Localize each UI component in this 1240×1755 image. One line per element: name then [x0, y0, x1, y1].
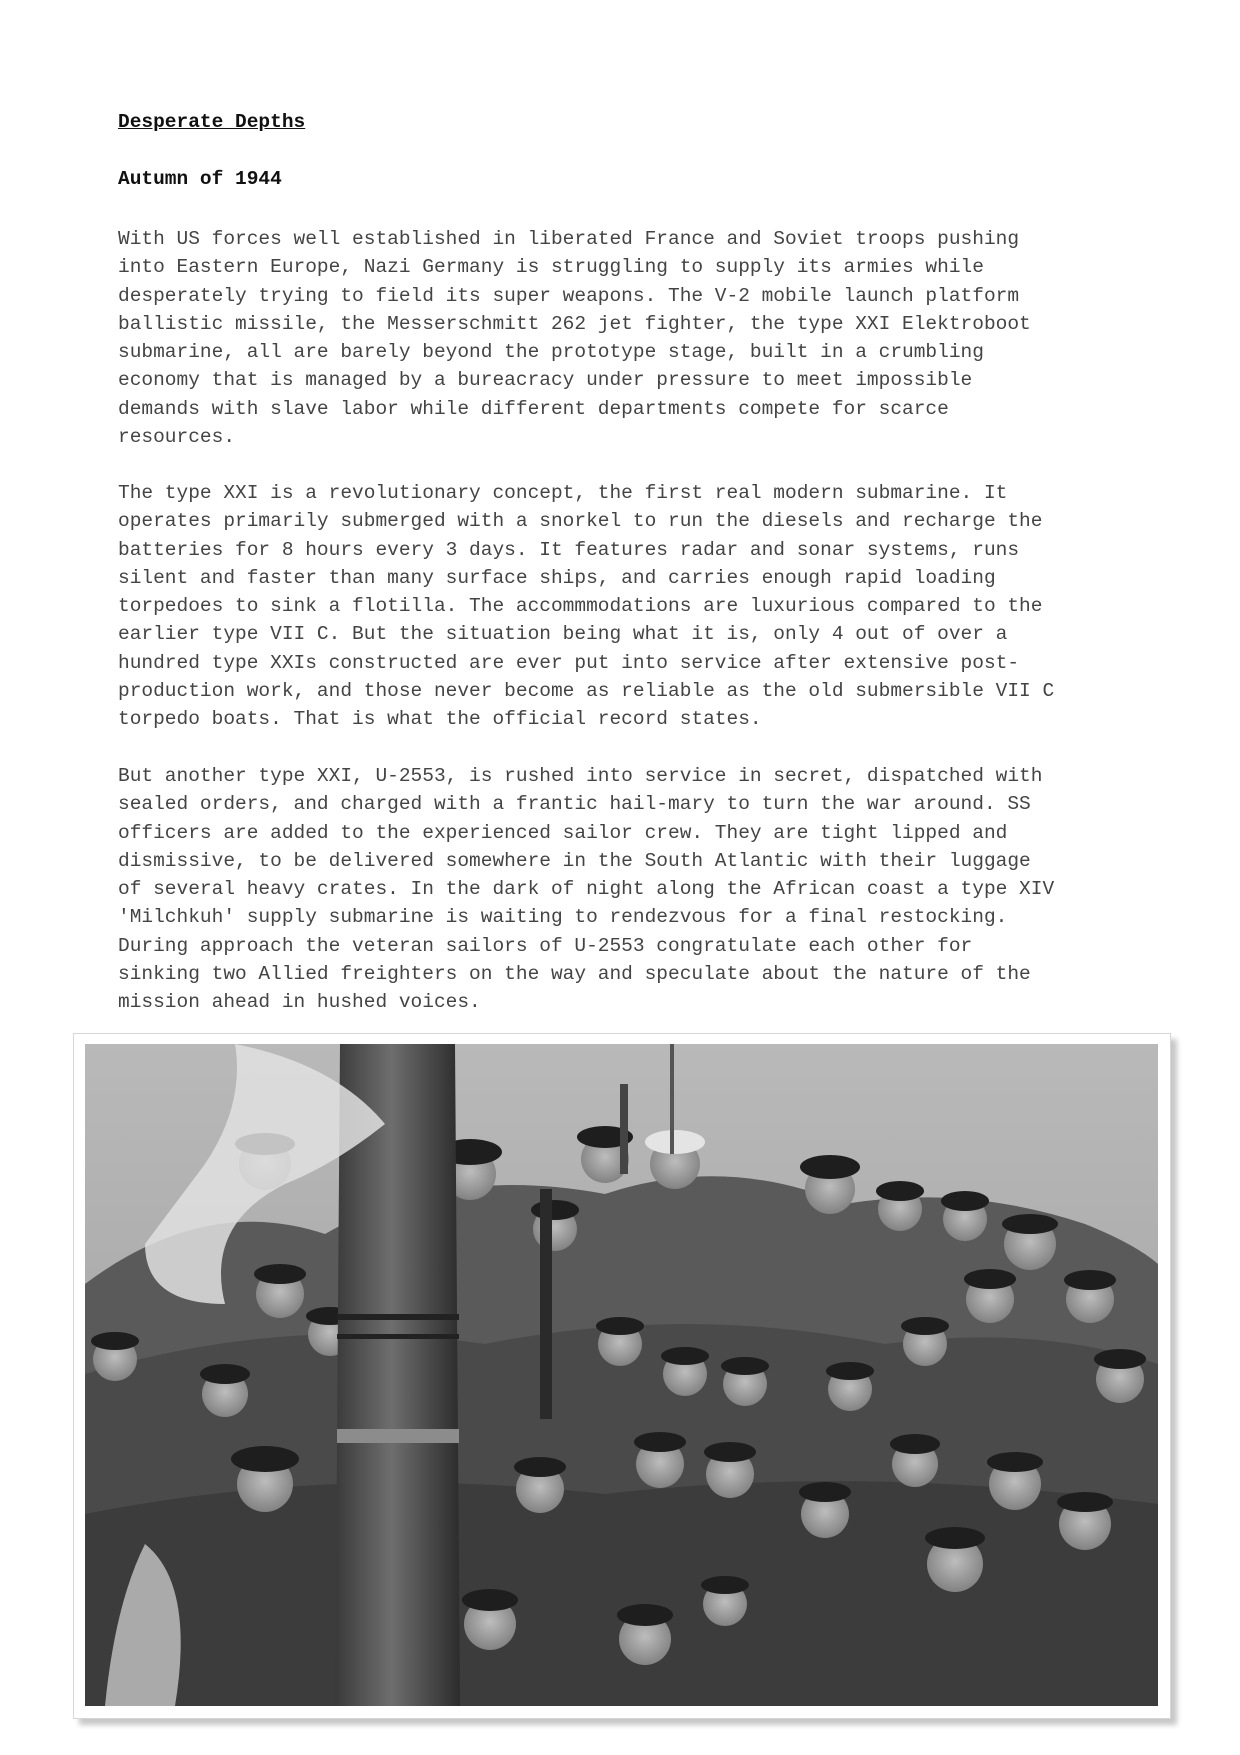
crew-photo	[85, 1044, 1158, 1706]
document-title: Desperate Depths	[118, 111, 306, 133]
crew-photo-illustration	[85, 1044, 1158, 1706]
photo-frame	[73, 1033, 1171, 1719]
paragraph-1: With US forces well established in liberated France and Soviet troops pushing into Eastern Europe, Nazi Germany is struggling to supply its armies while desperately trying to field its super weapons. The V-2 mobile launch platform ballistic missile, the Messerschmitt 262 jet fighter, the type XXI Elektroboot submarine, all are barely beyond the prototype stage, built in a crumbling economy that is managed by a bureacracy under pressure to meet impossible demands with slave labor while different departments compete for scarce resources.	[118, 228, 1031, 449]
document-subtitle: Autumn of 1944	[118, 168, 282, 190]
paragraph-2: The type XXI is a revolutionary concept, the first real modern submarine. It operates primarily submerged with a snorkel to run the diesels and recharge the batteries for 8 hours every 3 days. It features radar and sonar systems, runs silent and faster than many surface ships, and carries enough rapid loading torpedoes to sink a flotilla. The accommmodations are luxurious compared to the earlier type VII C. But the situation being what it is, only 4 out of over a hundred type XXIs constructed are ever put into service after extensive post- production work, and those never become as reliable as the old submersible VII C torpedo boats. That is what the official record states.	[118, 482, 1055, 731]
paragraph-3: But another type XXI, U-2553, is rushed into service in secret, dispatched with sealed orders, and charged with a frantic hail-mary to turn the war around. SS officers are added to the experienced sailor crew. They are tight lipped and dismissive, to be delivered somewhere in the South Atlantic with their luggage of several heavy crates. In the dark of night along the African coast a type XIV 'Milchkuh' supply submarine is waiting to rendezvous for a final restocking. During approach the veteran sailors of U-2553 congratulate each other for sinking two Allied freighters on the way and speculate about the nature of the mission ahead in hushed voices.	[118, 765, 1055, 1014]
